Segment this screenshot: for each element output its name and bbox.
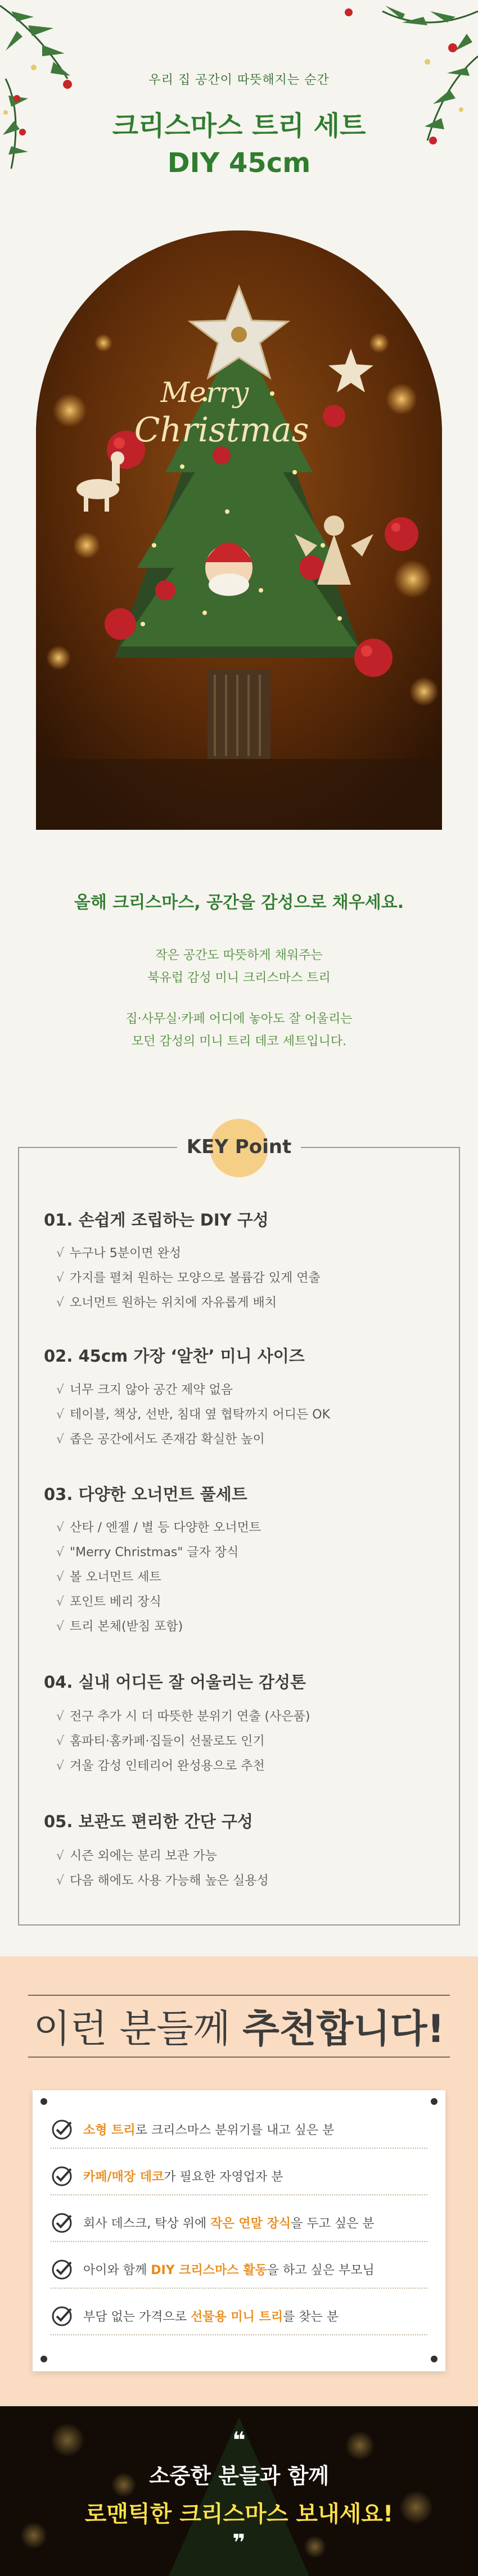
product-photo bbox=[36, 231, 442, 830]
key-point-label: KEY Point bbox=[186, 1136, 292, 1158]
intro-line-3: 집·사무실·카페 어디에 놓아도 잘 어울리는 bbox=[125, 1012, 353, 1026]
key-section-2-item: √ 좁은 공간에서도 존재감 확실한 높이 bbox=[56, 1432, 265, 1447]
check-mark-icon: √ bbox=[56, 1383, 65, 1397]
check-circle-icon bbox=[51, 2212, 73, 2234]
footer-line-2: 로맨틱한 크리스마스 보내세요! bbox=[84, 2501, 394, 2527]
header-kicker: 우리 집 공간이 따뜻해지는 순간 bbox=[148, 73, 330, 87]
recommend-row-text: 회사 데스크, 탁상 위에 작은 연말 장식을 두고 싶은 분 bbox=[83, 2217, 375, 2231]
key-section-1-title: 01. 손쉽게 조립하는 DIY 구성 bbox=[44, 1210, 269, 1230]
key-section-5-item: √ 시즌 외에는 분리 보관 가능 bbox=[56, 1849, 217, 1863]
check-circle-icon bbox=[51, 2258, 73, 2281]
check-circle-icon bbox=[51, 2165, 73, 2188]
key-section-3-item: √ "Merry Christmas" 글자 장식 bbox=[56, 1545, 239, 1560]
key-section-3-title: 03. 다양한 오너먼트 풀세트 bbox=[44, 1485, 247, 1504]
recommend-rule-top bbox=[28, 1995, 450, 1996]
intro-lead: 올해 크리스마스, 공간을 감성으로 채우세요. bbox=[74, 893, 404, 912]
check-mark-icon: √ bbox=[56, 1849, 65, 1863]
intro-line-1: 작은 공간도 따뜻하게 채워주는 bbox=[155, 948, 323, 962]
key-section-3-item: √ 볼 오너먼트 세트 bbox=[56, 1570, 161, 1584]
check-mark-icon: √ bbox=[56, 1296, 65, 1310]
key-section-2-item: √ 너무 크지 않아 공간 제약 없음 bbox=[56, 1383, 233, 1397]
check-mark-icon: √ bbox=[56, 1570, 65, 1584]
recommend-title: 이런 분들께 추천합니다! bbox=[33, 2007, 445, 2051]
check-mark-icon: √ bbox=[56, 1759, 65, 1773]
recommend-row-text: 소형 트리로 크리스마스 분위기를 내고 싶은 분 bbox=[83, 2123, 335, 2137]
page-title-line1: 크리스마스 트리 세트 bbox=[112, 110, 366, 142]
key-section-4-item: √ 겨울 감성 인테리어 완성용으로 추천 bbox=[56, 1759, 265, 1773]
check-mark-icon: √ bbox=[56, 1874, 65, 1888]
recommend-row-text: 부담 없는 가격으로 선물용 미니 트리를 찾는 분 bbox=[83, 2310, 339, 2324]
check-mark-icon: √ bbox=[56, 1521, 65, 1535]
check-mark-icon: √ bbox=[56, 1734, 65, 1748]
key-section-2-item: √ 테이블, 책상, 선반, 침대 옆 협탁까지 어디든 OK bbox=[56, 1408, 330, 1422]
pin-icon bbox=[431, 2098, 438, 2105]
key-section-4-item: √ 전구 추가 시 더 따뜻한 분위기 연출 (사은품) bbox=[56, 1710, 310, 1724]
footer-line-1: 소중한 분들과 함께 bbox=[148, 2464, 330, 2488]
photo-sign-text-2: Christmas bbox=[134, 410, 309, 450]
pin-icon bbox=[431, 2356, 438, 2362]
check-mark-icon: √ bbox=[56, 1710, 65, 1724]
intro-line-2: 북유럽 감성 미니 크리스마스 트리 bbox=[147, 971, 331, 985]
pin-icon bbox=[40, 2098, 47, 2105]
check-mark-icon: √ bbox=[56, 1545, 65, 1560]
recommend-row bbox=[51, 2301, 427, 2335]
recommend-rule-bottom bbox=[28, 2057, 450, 2058]
check-circle-icon bbox=[51, 2305, 73, 2328]
key-section-2-title: 02. 45cm 가장 ‘알찬’ 미니 사이즈 bbox=[44, 1346, 305, 1366]
key-section-3-item: √ 산타 / 엔젤 / 별 등 다양한 오너먼트 bbox=[56, 1521, 261, 1535]
key-section-1-item: √ 누구나 5분이면 완성 bbox=[56, 1246, 182, 1260]
key-section-5-item: √ 다음 해에도 사용 가능해 높은 실용성 bbox=[56, 1874, 269, 1888]
quote-close-icon: ❞ bbox=[232, 2530, 246, 2556]
key-section-5-title: 05. 보관도 편리한 간단 구성 bbox=[44, 1812, 253, 1831]
key-section-1-item: √ 오너먼트 원하는 위치에 자유롭게 배치 bbox=[56, 1296, 277, 1310]
check-circle-icon bbox=[51, 2118, 73, 2141]
key-section-4-title: 04. 실내 어디든 잘 어울리는 감성톤 bbox=[44, 1673, 306, 1692]
key-section-3-item: √ 트리 본체(받침 포함) bbox=[56, 1620, 183, 1634]
check-mark-icon: √ bbox=[56, 1432, 65, 1447]
recommend-row bbox=[51, 2254, 427, 2289]
key-section-3-item: √ 포인트 베리 장식 bbox=[56, 1595, 161, 1609]
pin-icon bbox=[40, 2356, 47, 2362]
header-section bbox=[0, 0, 478, 214]
page-title-line2: DIY 45cm bbox=[167, 147, 311, 179]
quote-open-icon: ❝ bbox=[232, 2428, 246, 2453]
recommend-row-text: 카페/매장 데코가 필요한 자영업자 분 bbox=[83, 2170, 283, 2184]
key-section-4-item: √ 홈파티·홈카페·집들이 선물로도 인기 bbox=[56, 1734, 265, 1748]
intro-line-4: 모던 감성의 미니 트리 데코 세트입니다. bbox=[132, 1034, 346, 1049]
recommend-row bbox=[51, 2207, 427, 2242]
check-mark-icon: √ bbox=[56, 1271, 65, 1285]
check-mark-icon: √ bbox=[56, 1408, 65, 1422]
recommend-row-text: 아이와 함께 DIY 크리스마스 활동을 하고 싶은 부모님 bbox=[83, 2263, 375, 2277]
key-section-1-item: √ 가지를 펼쳐 원하는 모양으로 볼륨감 있게 연출 bbox=[56, 1271, 321, 1285]
check-mark-icon: √ bbox=[56, 1620, 65, 1634]
photo-sign-text-1: Merry bbox=[160, 376, 249, 409]
christmas-tree-illustration bbox=[36, 231, 442, 830]
recommend-row bbox=[51, 2161, 427, 2195]
recommend-row bbox=[51, 2114, 427, 2149]
check-mark-icon: √ bbox=[56, 1246, 65, 1260]
check-mark-icon: √ bbox=[56, 1595, 65, 1609]
